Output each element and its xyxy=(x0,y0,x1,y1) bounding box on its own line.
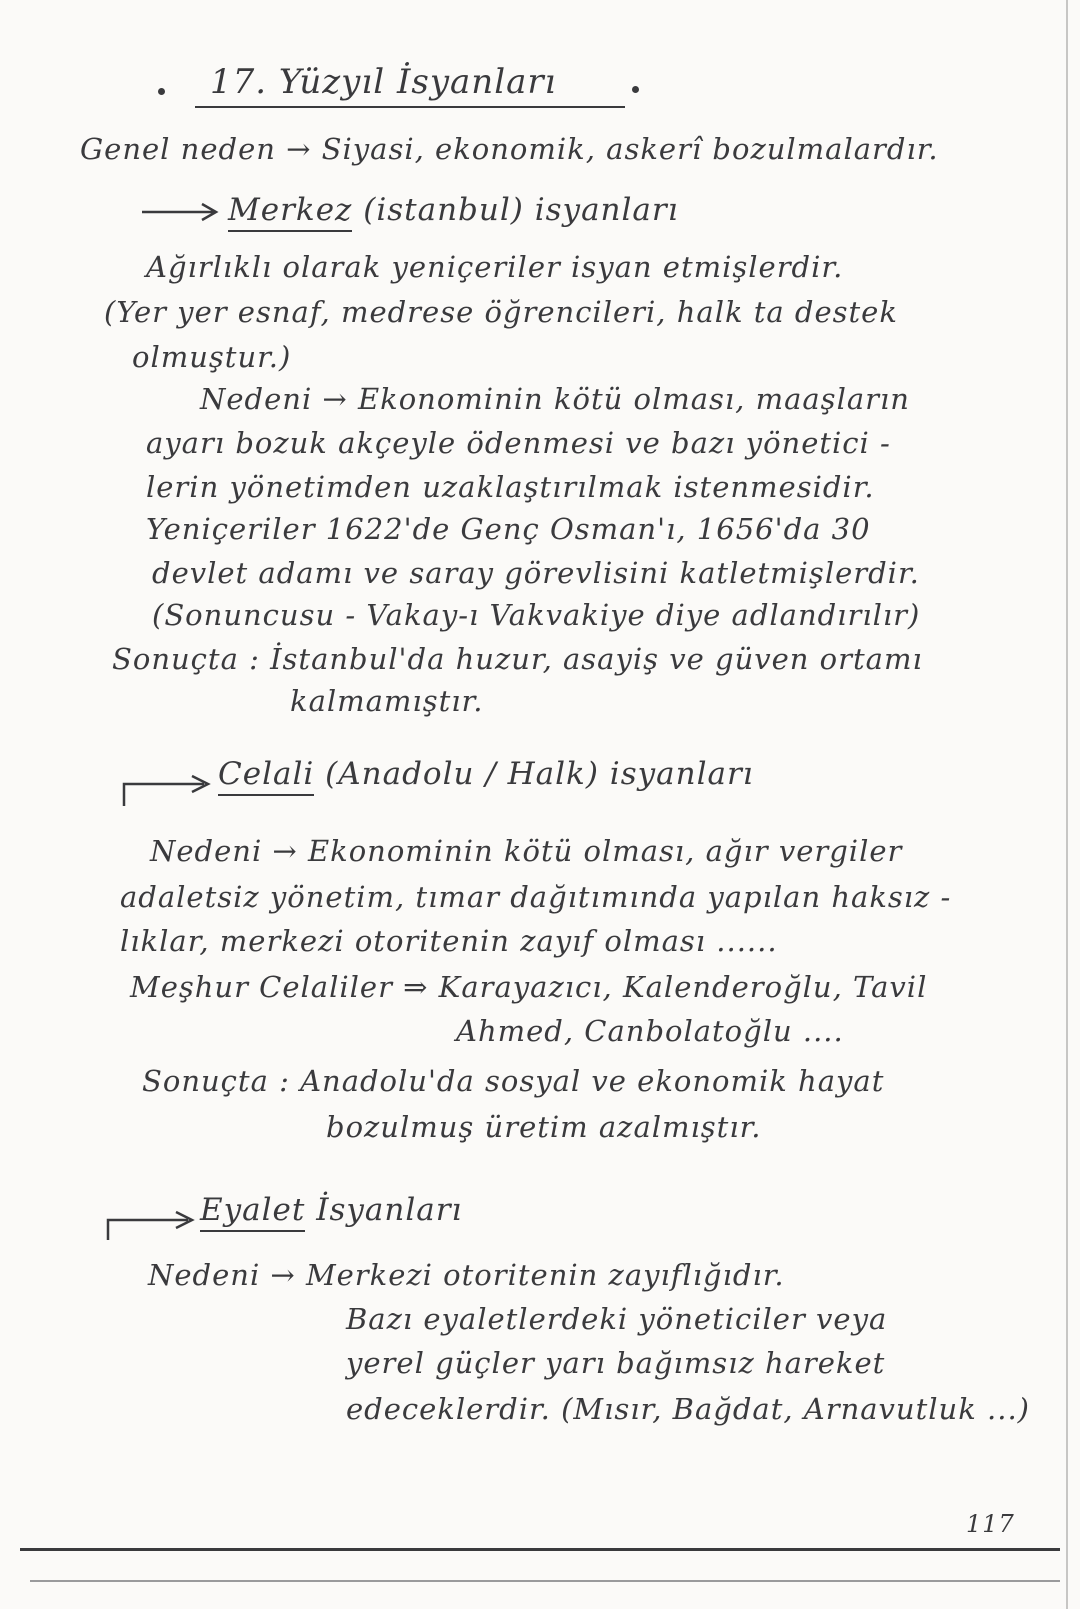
section-line: Meşhur Celaliler ⇒ Karayazıcı, Kalenderoğlu, Tavil xyxy=(130,970,928,1004)
bottom-edge-line xyxy=(20,1548,1060,1551)
section-heading xyxy=(228,192,679,228)
section-line: edeceklerdir. (Mısır, Bağdat, Arnavutluk ...) xyxy=(346,1392,1030,1426)
general-cause: Genel neden → Siyasi, ekonomik, askerî bozulmalardır. xyxy=(80,132,939,166)
section-line: Yeniçeriler 1622'de Genç Osman'ı, 1656'da 30 xyxy=(146,512,871,546)
section-line: Sonuçta : İstanbul'da huzur, asayiş ve güven ortamı xyxy=(112,642,923,676)
arrow-right-icon xyxy=(140,200,220,224)
section-line: (Yer yer esnaf, medrese öğrencileri, halk ta destek xyxy=(104,295,898,329)
section-heading xyxy=(218,756,754,792)
section-line: ayarı bozuk akçeyle ödenmesi ve bazı yönetici - xyxy=(146,426,891,460)
section-line: Ahmed, Canbolatoğlu .... xyxy=(456,1014,844,1048)
section-heading-keyword: Celali xyxy=(218,756,314,796)
section-line: adaletsiz yönetim, tımar dağıtımında yapılan haksız - xyxy=(120,880,952,914)
bullet-dot xyxy=(632,86,639,93)
section-line: (Sonuncusu - Vakay-ı Vakvakiye diye adlandırılır) xyxy=(152,598,921,632)
section-line: Bazı eyaletlerdeki yöneticiler veya xyxy=(346,1302,888,1336)
arrow-right-icon xyxy=(104,1208,196,1242)
page-title: 17. Yüzyıl İsyanları xyxy=(210,62,557,102)
section-heading-keyword: Eyalet xyxy=(200,1192,305,1232)
section-line: lıklar, merkezi otoritenin zayıf olması ...... xyxy=(120,924,778,958)
section-line: yerel güçler yarı bağımsız hareket xyxy=(346,1346,886,1380)
title-underline xyxy=(195,106,625,108)
section-heading-rest: (Anadolu / Halk) isyanları xyxy=(325,756,754,792)
section-line: Nedeni → Merkezi otoritenin zayıflığıdır. xyxy=(148,1258,785,1292)
section-heading-rest: İsyanları xyxy=(316,1192,463,1228)
right-edge-line xyxy=(1066,0,1068,1609)
section-line: lerin yönetimden uzaklaştırılmak istenmesidir. xyxy=(146,470,875,504)
section-line: bozulmuş üretim azalmıştır. xyxy=(326,1110,762,1144)
bullet-dot xyxy=(158,88,165,95)
section-line: Nedeni → Ekonominin kötü olması, maaşların xyxy=(200,382,910,416)
section-line: Nedeni → Ekonominin kötü olması, ağır vergiler xyxy=(150,834,903,868)
section-heading xyxy=(200,1192,462,1228)
section-heading-rest: (istanbul) isyanları xyxy=(363,192,679,228)
section-line: kalmamıştır. xyxy=(290,684,484,718)
section-line: olmuştur.) xyxy=(132,340,292,374)
section-line: Ağırlıklı olarak yeniçeriler isyan etmişlerdir. xyxy=(146,250,844,284)
section-heading-keyword: Merkez xyxy=(228,192,352,232)
section-line: Sonuçta : Anadolu'da sosyal ve ekonomik hayat xyxy=(142,1064,885,1098)
arrow-right-icon xyxy=(120,774,212,808)
page-number: 117 xyxy=(966,1510,1015,1538)
bottom-edge-line xyxy=(30,1580,1060,1582)
section-line: devlet adamı ve saray görevlisini katletmişlerdir. xyxy=(152,556,920,590)
